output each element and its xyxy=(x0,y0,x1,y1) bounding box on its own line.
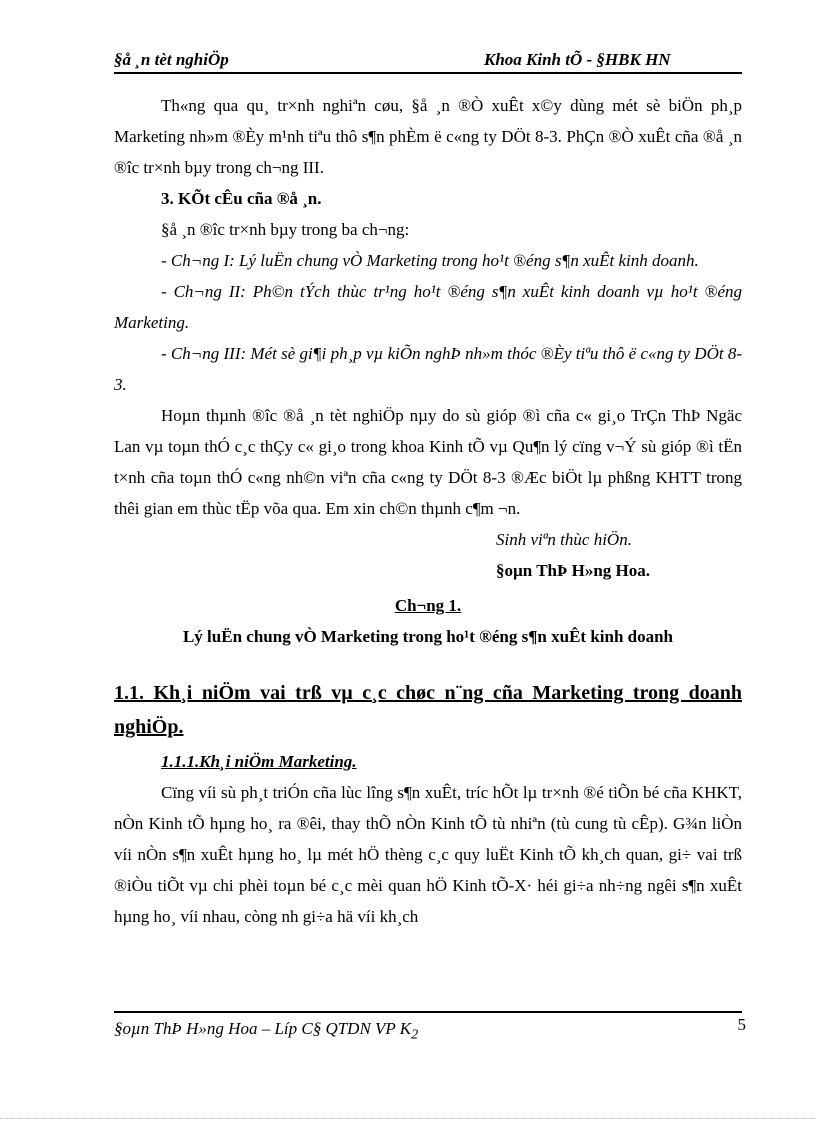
page-content xyxy=(114,90,742,932)
header-right-title: Khoa Kinh tÕ - §HBK HN xyxy=(484,50,671,69)
chapter-2-item: - Ch¬ng II: Ph©n tÝch thùc tr¹ng ho¹t ®éng s¶n xuÊt kinh doanh vµ ho¹t ®éng Marketing. xyxy=(114,282,742,332)
footer-author-subscript: 2 xyxy=(411,1026,419,1043)
structure-paragraph: §å ¸n ®îc tr×nh bµy trong ba ch¬ng: xyxy=(161,220,410,239)
marketing-concept-paragraph: Cïng víi sù ph¸t triÓn cña lùc lîng s¶n xuÊt, tríc hÕt lµ tr×nh ®é tiÕn bé cña KHKT, nÒn Kinh tÕ hµng ho¸ ra ®êi, thay thÕ nÒn Kinh tÕ tù nhiªn (tù cung tù cÊp). G¾n liÒn víi nÒn s¶n xuÊt hµng ho¸ lµ mét hÖ thèng c¸c quy luËt Kinh tÕ kh¸ch quan, gi÷ vai trß ®iÒu tiÕt vµ chi phèi toµn bé c¸c mèi quan hÖ Kinh tÕ-X· héi gi÷a nh÷ng ngêi s¶n xuÊt hµng ho¸ víi nhau, còng nh gi÷a hä víi kh¸ch xyxy=(114,783,742,926)
footer-author xyxy=(114,1019,418,1043)
intro-paragraph: Th«ng qua qu¸ tr×nh nghiªn cøu, §å ¸n ®Ò xuÊt x©y dùng mét sè biÖn ph¸p Marketing nh»m ®Èy m¹nh tiªu thô s¶n phÈm ë c«ng ty DÖt 8-3. PhÇn ®Ò xuÊt cña ®å ¸n ®îc tr×nh bµy trong ch¬ng III. xyxy=(114,96,742,177)
footer-author-text: §oµn ThÞ H»ng Hoa – Líp C§ QTDN VP K xyxy=(114,1019,412,1038)
acknowledgement-paragraph: Hoµn thµnh ®îc ®å ¸n tèt nghiÖp nµy do sù gióp ®ì cña c« gi¸o TrÇn ThÞ Ngäc Lan vµ toµn thÓ c¸c thÇy c« gi¸o trong khoa Kinh tÕ vµ Qu¶n lý cïng v¬Ý sù gióp ®ì tËn t×nh cña toµn thÓ c«ng nh©n viªn cña c«ng ty DÖt 8-3 ®Æc biÖt lµ phßng KHTT trong thêi gian em thùc tËp võa qua. Em xin ch©n thµnh c¶m ¬n. xyxy=(114,406,742,518)
section-1-1-1-heading: 1.1.1.Kh¸i niÖm Marketing. xyxy=(161,752,357,771)
page-footer xyxy=(114,1011,746,1053)
chapter-title-text: Ch¬ng 1. xyxy=(394,596,462,615)
page-edge-divider xyxy=(0,1118,816,1119)
header-left-title: §å ¸n tèt nghiÖp xyxy=(114,50,229,69)
signature-name: §oµn ThÞ H»ng Hoa. xyxy=(496,561,651,580)
signature-role: Sinh viªn thùc hiÖn. xyxy=(496,530,632,549)
chapter-title xyxy=(114,590,742,621)
chapter-3-item: - Ch¬ng III: Mét sè gi¶i ph¸p vµ kiÕn nghÞ nh»m thóc ®Èy tiªu thô ë c«ng ty DÖt 8-3. xyxy=(114,344,742,394)
section-3-heading: 3. KÕt cÊu cña ®å ¸n. xyxy=(161,189,322,208)
page-header xyxy=(114,46,742,74)
chapter-subtitle: Lý luËn chung vÒ Marketing trong ho¹t ®éng s¶n xuÊt kinh doanh xyxy=(182,627,674,646)
page-number: 5 xyxy=(737,1015,746,1034)
chapter-1-item: - Ch¬ng I: Lý luËn chung vÒ Marketing trong ho¹t ®éng s¶n xuÊt kinh doanh. xyxy=(161,251,699,270)
section-1-1-heading: 1.1. Kh¸i niÖm vai trß vµ c¸c chøc n¨ng cña Marketing trong doanh nghiÖp. xyxy=(114,682,742,738)
